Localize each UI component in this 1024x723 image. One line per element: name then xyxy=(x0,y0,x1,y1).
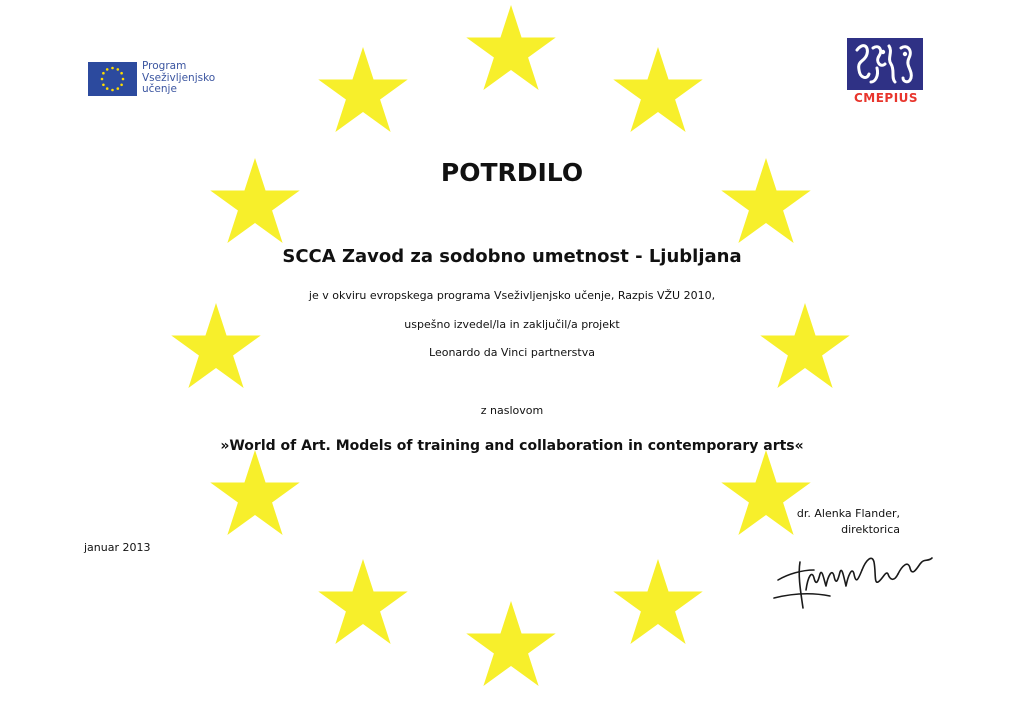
cmepius-logo xyxy=(846,38,926,110)
star-icon xyxy=(318,559,407,644)
project-title: »World of Art. Models of training and collaboration in contemporary arts« xyxy=(220,438,804,454)
body-line-completed: uspešno izvedel/la in zaključil/a projekt xyxy=(404,318,620,331)
handwritten-signature xyxy=(770,540,945,615)
body-line-titled: z naslovom xyxy=(480,404,544,417)
body-line-programme: je v okviru evropskega programa Vseživljenjsko učenje, Razpis VŽU 2010, xyxy=(308,289,716,302)
star-icon xyxy=(466,601,555,686)
signer-role: direktorica xyxy=(841,523,900,536)
star-icon xyxy=(318,47,407,132)
body-line-partnership: Leonardo da Vinci partnerstva xyxy=(429,346,595,359)
eu-flag-icon xyxy=(88,62,137,96)
issue-date: januar 2013 xyxy=(84,541,151,554)
star-icon xyxy=(613,47,702,132)
eu-program-line: Program xyxy=(142,60,187,72)
eu-program-line: Vseživljenjsko xyxy=(142,71,216,84)
cmepius-emblem xyxy=(847,38,923,90)
star-icon xyxy=(210,450,299,535)
eu-program-line: učenje xyxy=(142,83,177,95)
signer-name: dr. Alenka Flander, xyxy=(796,507,900,520)
certificate-title: POTRDILO xyxy=(440,158,584,187)
eu-program-logo xyxy=(88,62,228,98)
signer-block xyxy=(760,506,900,538)
cmepius-figures-icon xyxy=(847,38,923,90)
organisation-name: SCCA Zavod za sodobno umetnost - Ljubljana xyxy=(282,246,742,267)
eu-program-label xyxy=(142,61,215,96)
star-icon xyxy=(466,5,555,90)
star-icon xyxy=(613,559,702,644)
cmepius-wordmark: CMEPIUS xyxy=(853,91,919,105)
